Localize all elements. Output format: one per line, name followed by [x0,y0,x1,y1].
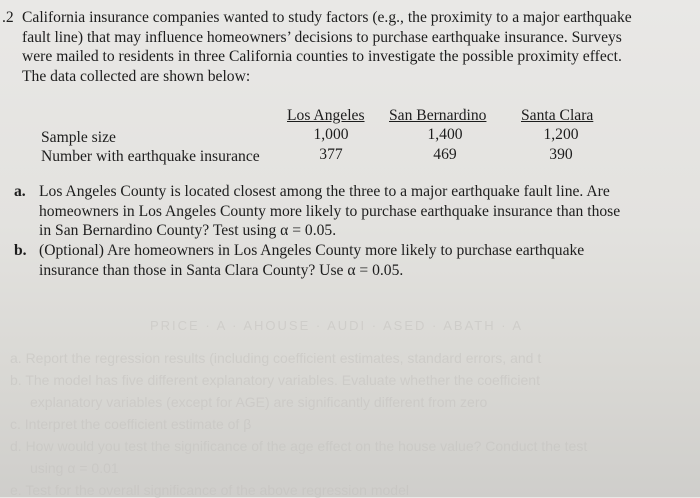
table-cell: 469 [433,146,457,163]
bleed-through-decoration: PRICE · A · AHOUSE · AUDI · ASED · ABATH · A [150,318,524,333]
bleed-through-decoration: using α = 0.01 [30,460,119,476]
question-b-line: insurance than those in Santa Clara County? Use α = 0.05. [39,261,404,279]
question-a-line: in San Bernardino County? Test using α = 0.05. [39,222,337,240]
column-header-los-angeles: Los Angeles [287,107,365,124]
bleed-through-decoration: e. Test for the overall significance of the above regression model [10,482,409,498]
table-cell: 1,400 [427,126,463,143]
problem-number: .2 [2,9,14,26]
table-cell: 390 [549,146,573,163]
column-header-san-bernardino: San Bernardino [389,107,487,124]
column-header-santa-clara: Santa Clara [521,107,594,124]
intro-line: were mailed to residents in three California counties to investigate the possible proximity effect. [22,48,622,65]
table-cell: 1,200 [543,126,579,143]
table-cell: 377 [319,146,343,163]
bleed-through-decoration: c. Interpret the coefficient estimate of β [10,416,252,432]
row-label-sample-size: Sample size [41,129,116,146]
question-marker-b: b. [14,242,27,260]
bleed-through-decoration: d. How would you test the significance of the age effect on the house value? Conduct the test [10,438,588,454]
question-a-line: Los Angeles County is located closest among the three to a major earthquake fault line. Are [39,183,610,200]
question-marker-a: a. [14,183,26,200]
bleed-through-decoration: a. Report the regression results (including coefficient estimates, standard errors, and t [10,350,542,366]
intro-line: fault line) that may influence homeowners’ decisions to purchase earthquake insurance. Surveys [22,28,622,46]
table-cell: 1,000 [313,126,349,143]
row-label-number-with-insurance: Number with earthquake insurance [41,148,260,165]
questions-list [14,182,694,281]
data-table [41,106,641,166]
intro-line: California insurance companies wanted to study factors (e.g., the proximity to a major earthquake [22,9,632,26]
question-b-line: (Optional) Are homeowners in Los Angeles County more likely to purchase earthquake [39,242,585,260]
question-a-line: homeowners in Los Angeles County more likely to purchase earthquake insurance than those [39,202,621,220]
bleed-through-decoration: b. The model has five different explanatory variables. Evaluate whether the coefficient [10,372,540,388]
bleed-through-decoration: explanatory variables (except for AGE) are significantly different from zero [30,394,488,410]
intro-line: The data collected are shown below: [22,67,251,85]
problem-statement [2,8,692,86]
